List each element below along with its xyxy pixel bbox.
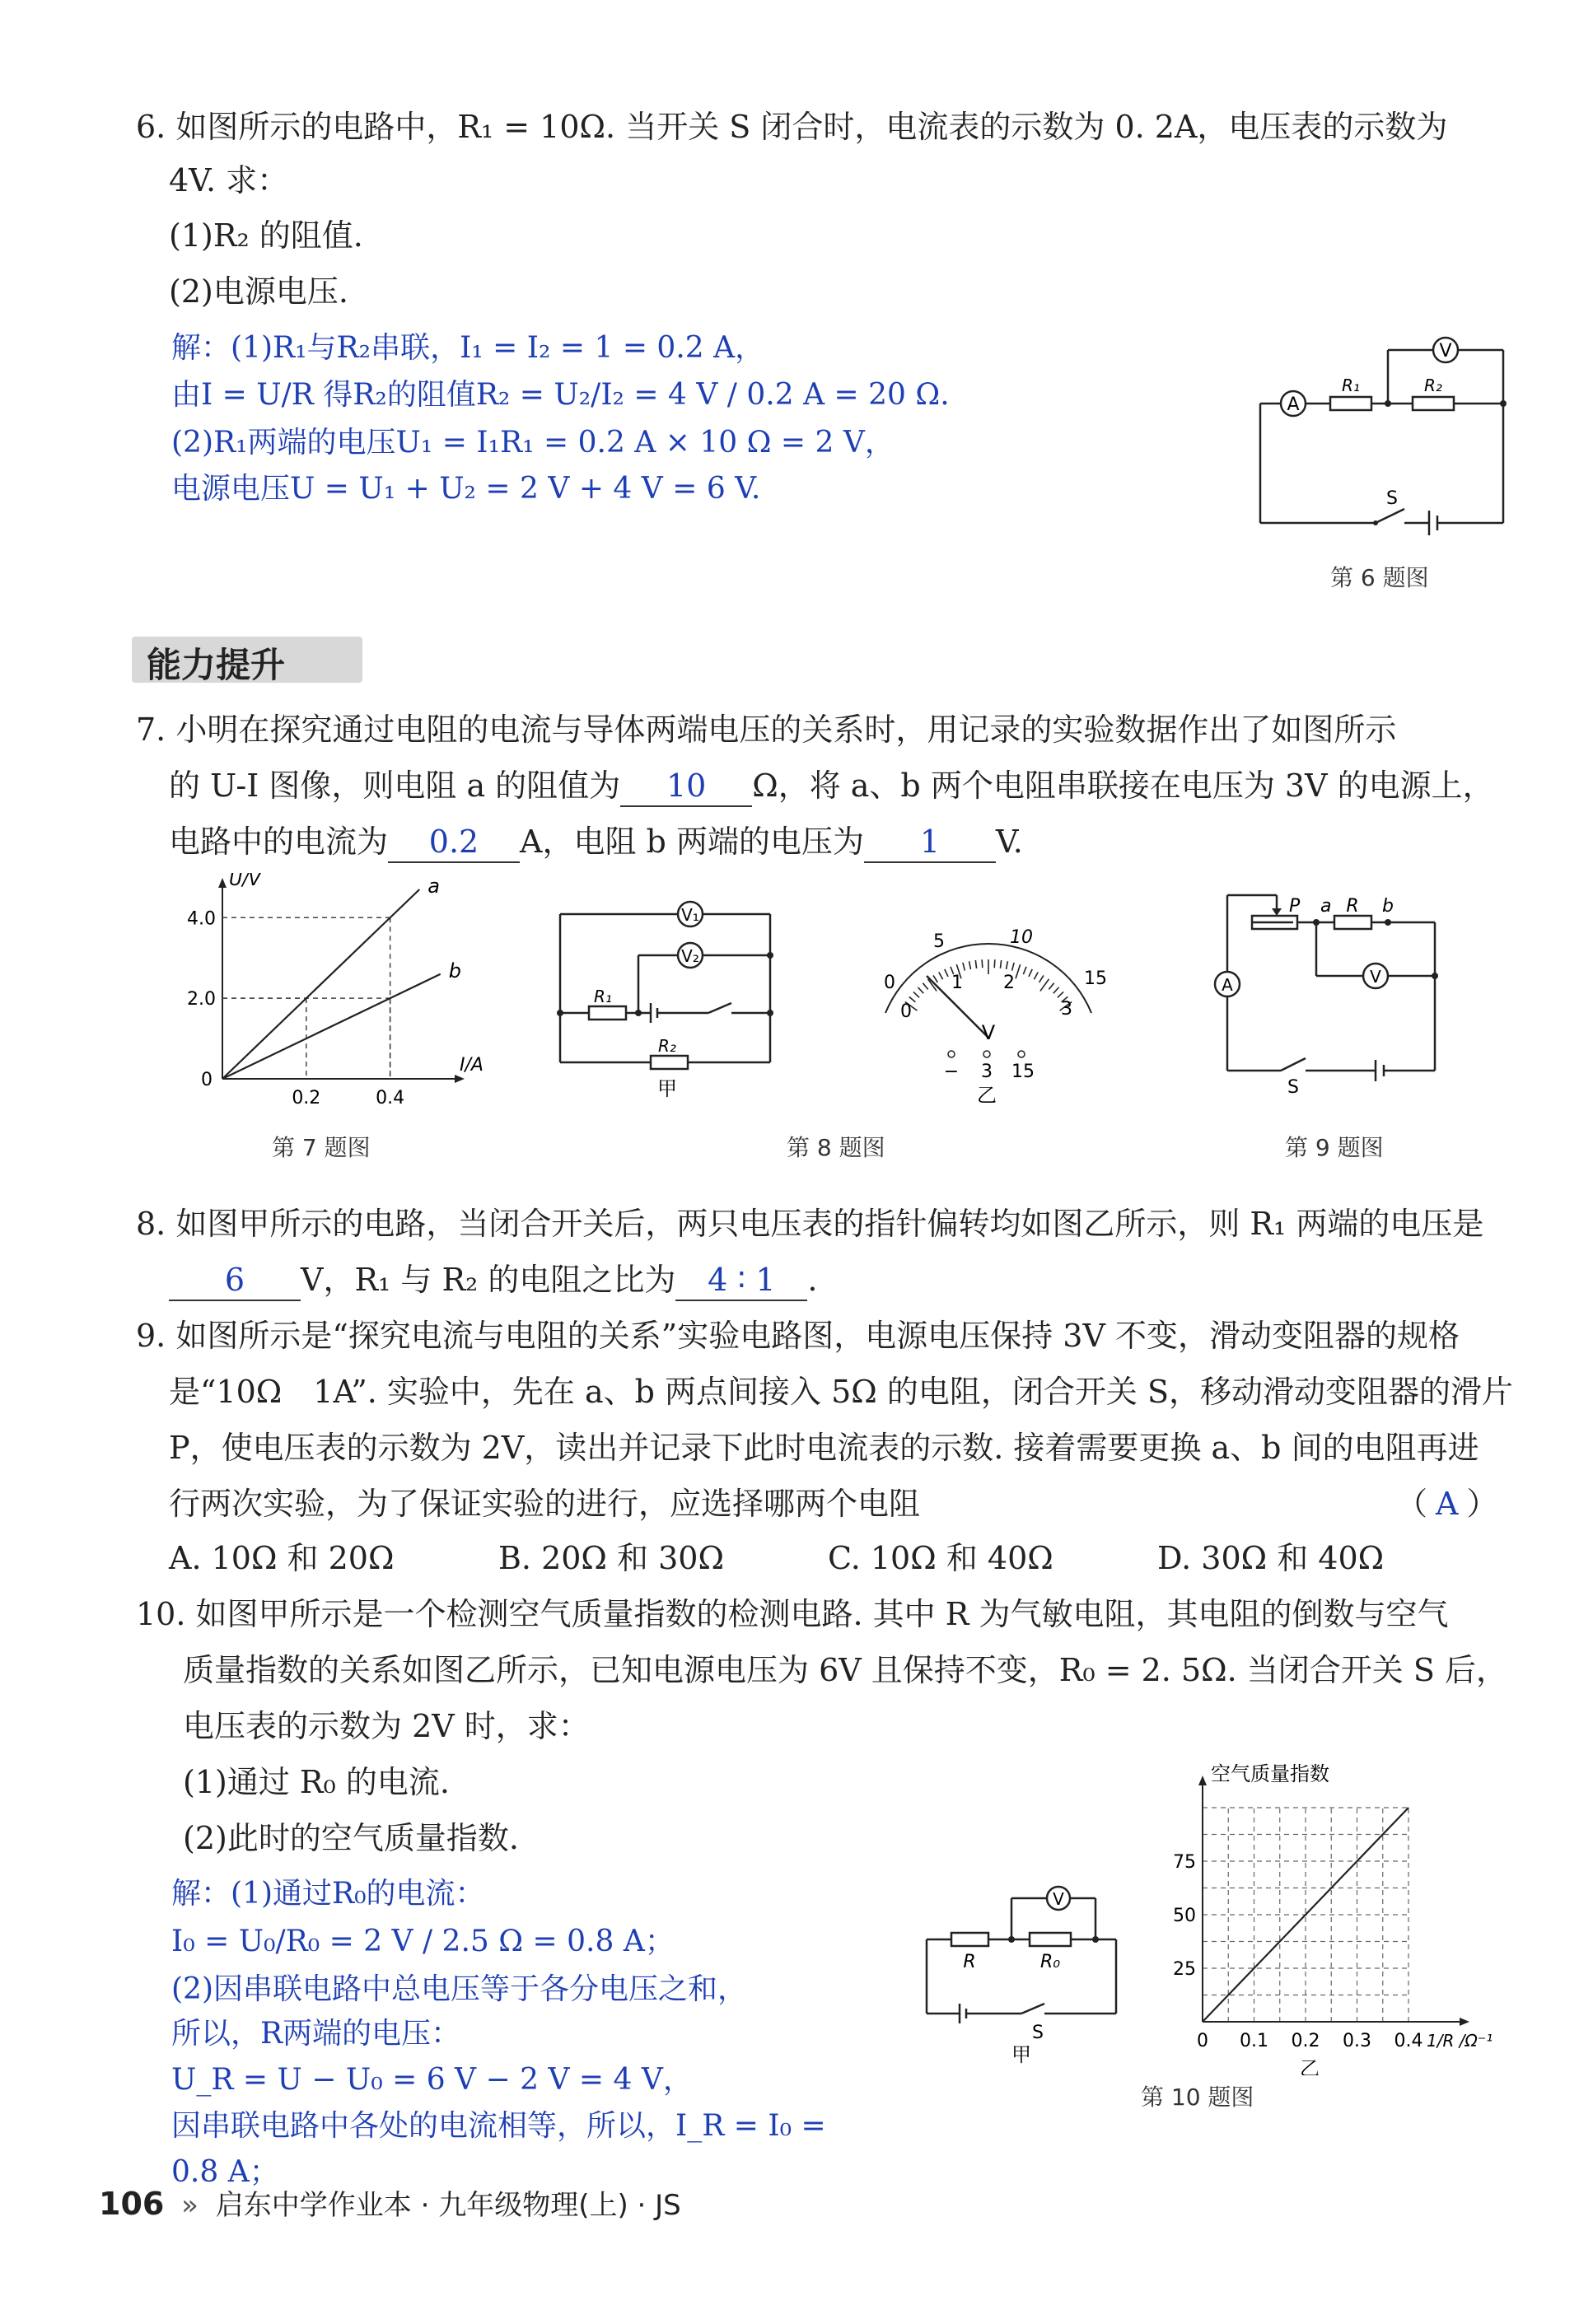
q7-series-a-label: a xyxy=(427,875,440,898)
section-title: 能力提升 xyxy=(147,645,286,685)
q8-label-jia: 甲 xyxy=(657,1077,677,1100)
q10-graph-xlabel: 1/R /Ω⁻¹ xyxy=(1427,2031,1493,2051)
q8-dial-top-0: 0 xyxy=(884,973,895,993)
q10-r-label: R xyxy=(963,1952,976,1972)
q9-p-label: P xyxy=(1289,896,1301,917)
q7-y-arrow xyxy=(218,878,227,888)
q7-ui-chart xyxy=(169,873,498,1112)
q10-graph-yi xyxy=(1153,1762,1516,2075)
q10-line2: 质量指数的关系如图乙所示，已知电源电压为 6V 且保持不变，R₀ = 2. 5Ω. 当闭合开关 S 后， xyxy=(183,1652,1507,1688)
q8-caption: 第 8 题图 xyxy=(787,1134,885,1161)
q10-circuit-jia xyxy=(914,1882,1145,2071)
q8-line2b: . xyxy=(807,1262,818,1298)
q10-solution-4: 所以，R两端的电压： xyxy=(171,2017,461,2051)
q7-line2a: 的 U-I 图像，则电阻 a 的阻值为 xyxy=(169,768,621,804)
q10-sub1: (1)通过 R₀ 的电流. xyxy=(183,1764,450,1800)
q9-r-label: R xyxy=(1346,896,1359,917)
q10-r0-label: R₀ xyxy=(1039,1952,1061,1972)
q10-x-tick-label: 0.3 xyxy=(1343,2031,1371,2051)
q9-paren-close: ） xyxy=(1466,1486,1498,1522)
q7-x-axis-label: I/A xyxy=(460,1055,484,1076)
q10-y-arrow xyxy=(1198,1776,1207,1785)
q10-y-tick-label: 50 xyxy=(1173,1906,1196,1926)
q7-line2b: Ω，将 a、b 两个电阻串联接在电压为 3V 的电源上， xyxy=(752,768,1494,804)
q7-y-axis-label: U/V xyxy=(229,873,261,890)
q8-dial-tick xyxy=(913,992,919,997)
page-number: 106 xyxy=(99,2186,165,2222)
q7-caption: 第 7 题图 xyxy=(272,1134,371,1161)
q8-label-yi: 乙 xyxy=(977,1084,997,1107)
q8-dial-top-10: 10 xyxy=(1010,927,1033,948)
q10-solution-5: U_R = U − U₀ = 6 V − 2 V = 4 V， xyxy=(171,2063,693,2097)
q7-series-b-label: b xyxy=(448,959,461,982)
q6-sub2: (2)电源电压. xyxy=(169,273,348,310)
q9-switch-label: S xyxy=(1287,1077,1299,1098)
q8-dial-tick xyxy=(1012,963,1014,971)
q9-answer: A xyxy=(1436,1486,1459,1522)
q8-dial-top-5: 5 xyxy=(933,931,945,952)
q7-line1: 7. 小明在探究通过电阻的电流与导体两端电压的关系时，用记录的实验数据作出了如图所示 xyxy=(136,712,1397,748)
q8-dial-top-15: 15 xyxy=(1084,968,1107,989)
q10-graph-ylabel: 空气质量指数 xyxy=(1211,1762,1329,1785)
q8-dial-tick xyxy=(933,975,937,982)
q8-dial-tick xyxy=(945,969,948,977)
q8-dial-tick xyxy=(1049,983,1053,990)
q10-sub2: (2)此时的空气质量指数. xyxy=(183,1820,519,1856)
q8-dial-tick xyxy=(1040,979,1049,992)
q6-circuit-diagram xyxy=(1236,321,1524,544)
footer-arrow-icon: » xyxy=(181,2189,199,2222)
q10-x-arrow xyxy=(1460,2018,1469,2026)
q9-option-d: D. 30Ω 和 40Ω xyxy=(1157,1540,1385,1576)
q7-answer-1: 10 xyxy=(620,766,752,807)
q7-answer-3: 1 xyxy=(864,822,996,863)
q10-caption: 第 10 题图 xyxy=(1141,2084,1254,2111)
q9-caption: 第 9 题图 xyxy=(1285,1134,1384,1161)
q6-switch-label: S xyxy=(1386,488,1398,509)
q6-voltmeter-label: V xyxy=(1439,341,1452,362)
q7-x-tick-label: 0.2 xyxy=(292,1088,321,1108)
q10-solution-2: I₀ = U₀/R₀ = 2 V / 2.5 Ω = 0.8 A； xyxy=(171,1925,675,1958)
q8-dial-tick xyxy=(1007,961,1008,969)
q10-x-tick-label: 0.4 xyxy=(1394,2031,1423,2051)
q8-v2-label: V₂ xyxy=(681,946,699,966)
q9-paren-open: （ xyxy=(1396,1486,1428,1522)
q8-dial-tick xyxy=(1039,975,1044,982)
q6-sub1: (1)R₂ 的阻值. xyxy=(169,217,363,254)
q9-line2: 是“10Ω 1A”. 实验中，先在 a、b 两点间接入 5Ω 的电阻，闭合开关 S，移动滑动变阻器的滑片 xyxy=(169,1374,1513,1410)
q6-solution-2: 由I = U/R 得R₂的阻值R₂ = U₂/I₂ = 4 V / 0.2 A = 20 Ω. xyxy=(171,378,950,412)
q9-option-b: B. 20Ω 和 30Ω xyxy=(498,1540,724,1576)
q7-series-b-line xyxy=(222,974,441,1079)
q9-b-label: b xyxy=(1382,896,1394,917)
q8-dial-unit: V xyxy=(981,1021,996,1044)
q9-answer-bracket xyxy=(1396,1484,1497,1524)
q10-solution-3: (2)因串联电路中总电压等于各分电压之和， xyxy=(171,1972,747,2006)
q8-line1: 8. 如图甲所示的电路，当闭合开关后，两只电压表的指针偏转均如图乙所示，则 R₁ 两端的电压是 xyxy=(136,1206,1484,1242)
q8-terminal-3: 3 xyxy=(981,1062,993,1082)
q8-line2 xyxy=(169,1260,817,1301)
q7-x-arrow xyxy=(455,1075,465,1083)
q7-answer-2: 0.2 xyxy=(388,822,520,863)
q9-ammeter-label: A xyxy=(1222,975,1233,995)
q8-dial-tick xyxy=(1034,972,1038,979)
q8-dial-bottom-0: 0 xyxy=(900,1001,912,1022)
q8-dial-tick xyxy=(923,983,927,990)
q8-dial-tick xyxy=(1000,960,1001,968)
q8-terminal-neg: − xyxy=(943,1062,960,1082)
q8-dial-bottom-2: 2 xyxy=(1003,973,1015,993)
q8-dial-tick xyxy=(975,960,976,968)
q6-caption: 第 6 题图 xyxy=(1330,564,1429,591)
q8-terminal-15: 15 xyxy=(1011,1062,1035,1082)
q10-x-tick-label: 0.1 xyxy=(1240,2031,1268,2051)
q9-a-label: a xyxy=(1320,896,1332,917)
q9-v-label: V xyxy=(1370,967,1381,987)
q10-solution-6: 因串联电路中各处的电流相等，所以，I_R = I₀ = xyxy=(171,2109,826,2143)
q10-y-tick-label: 25 xyxy=(1173,1959,1196,1980)
q8-dial-tick xyxy=(1029,969,1032,977)
q9-line1: 9. 如图所示是“探究电流与电阻的关系”实验电路图，电源电压保持 3V 不变，滑动变阻器的规格 xyxy=(136,1318,1460,1354)
q6-solution-4: 电源电压U = U₁ + U₂ = 2 V + 4 V = 6 V. xyxy=(171,472,761,506)
q8-r1-label: R₁ xyxy=(594,987,612,1006)
q8-answer-1: 6 xyxy=(169,1260,301,1301)
q7-line2 xyxy=(169,766,1494,807)
page-footer xyxy=(99,2182,681,2223)
q9-line4: 行两次实验，为了保证实验的进行，应选择哪两个电阻 xyxy=(169,1486,921,1522)
q7-line3a: 电路中的电流为 xyxy=(169,824,389,860)
q8-dial-bottom-3: 3 xyxy=(1061,999,1072,1020)
q8-dial-tick xyxy=(1053,987,1059,993)
q8-dial-tick xyxy=(918,987,923,993)
q10-line3: 电压表的示数为 2V 时，求： xyxy=(183,1708,590,1744)
q9-circuit xyxy=(1211,885,1458,1099)
q7-line3b: A，电阻 b 两端的电压为 xyxy=(520,824,864,860)
q10-solution-1: 解：(1)通过R₀的电流： xyxy=(171,1877,485,1911)
footer-book-title: 启东中学作业本 · 九年级物理(上) · JS xyxy=(215,2189,681,2222)
section-header xyxy=(132,630,379,688)
q7-y-tick-label: 2.0 xyxy=(187,989,216,1010)
q10-v-label: V xyxy=(1053,1889,1064,1909)
q8-dial-tick xyxy=(963,963,965,971)
q10-x-tick-label: 0.2 xyxy=(1291,2031,1320,2051)
q6-line1: 6. 如图所示的电路中，R₁ = 10Ω. 当开关 S 闭合时，电流表的示数为 0. 2A，电压表的示数为 xyxy=(136,109,1448,145)
q8-line2a: V，R₁ 与 R₂ 的电阻之比为 xyxy=(301,1262,676,1298)
q10-solution-7: 0.8 A； xyxy=(171,2155,279,2189)
q10-origin-label: 0 xyxy=(1197,2031,1208,2051)
q10-label-jia: 甲 xyxy=(1011,2043,1031,2066)
q6-r2-label: R₂ xyxy=(1424,376,1442,395)
q8-dial-tick xyxy=(1058,992,1063,997)
q10-switch-label: S xyxy=(1032,2023,1044,2043)
q10-line1: 10. 如图甲所示是一个检测空气质量指数的检测电路. 其中 R 为气敏电阻，其电阻的倒数与空气 xyxy=(136,1596,1449,1632)
q8-v1-label: V₁ xyxy=(681,905,699,925)
q6-solution-1: 解：(1)R₁与R₂串联，I₁ = I₂ = 1 = 0.2 A， xyxy=(171,331,765,365)
q7-origin-label: 0 xyxy=(201,1070,213,1090)
q8-dial-tick xyxy=(1023,967,1026,974)
q6-line2: 4V. 求： xyxy=(169,162,289,198)
q8-dial-bottom-1: 1 xyxy=(951,973,963,993)
q7-line3c: V. xyxy=(995,824,1023,860)
q7-line3 xyxy=(169,822,1023,863)
q8-dial-tick xyxy=(994,959,995,968)
q6-ammeter-label: A xyxy=(1287,394,1300,415)
q8-voltmeter-dial xyxy=(848,906,1128,1112)
q8-dial-tick xyxy=(982,959,983,968)
q9-option-c: C. 10Ω 和 40Ω xyxy=(828,1540,1053,1576)
q7-y-tick-label: 4.0 xyxy=(187,908,216,930)
q8-dial-tick xyxy=(939,972,943,979)
q7-x-tick-label: 0.4 xyxy=(376,1088,405,1108)
q8-dial-tick xyxy=(1016,964,1021,978)
q8-circuit-jia xyxy=(544,889,791,1112)
q6-solution-3: (2)R₁两端的电压U₁ = I₁R₁ = 0.2 A × 10 Ω = 2 V， xyxy=(171,426,895,460)
q8-r2-label: R₂ xyxy=(658,1036,676,1056)
q10-y-tick-label: 75 xyxy=(1173,1852,1196,1873)
q6-r1-label: R₁ xyxy=(1342,376,1360,395)
q10-label-yi: 乙 xyxy=(1300,2057,1320,2075)
q9-option-a: A. 10Ω 和 20Ω xyxy=(169,1540,395,1576)
q8-answer-2: 4 ∶ 1 xyxy=(675,1260,807,1301)
q8-dial-tick xyxy=(969,961,971,969)
q9-line3: P，使电压表的示数为 2V，读出并记录下此时电流表的示数. 接着需要更换 a、b 间的电阻再进 xyxy=(169,1430,1479,1466)
